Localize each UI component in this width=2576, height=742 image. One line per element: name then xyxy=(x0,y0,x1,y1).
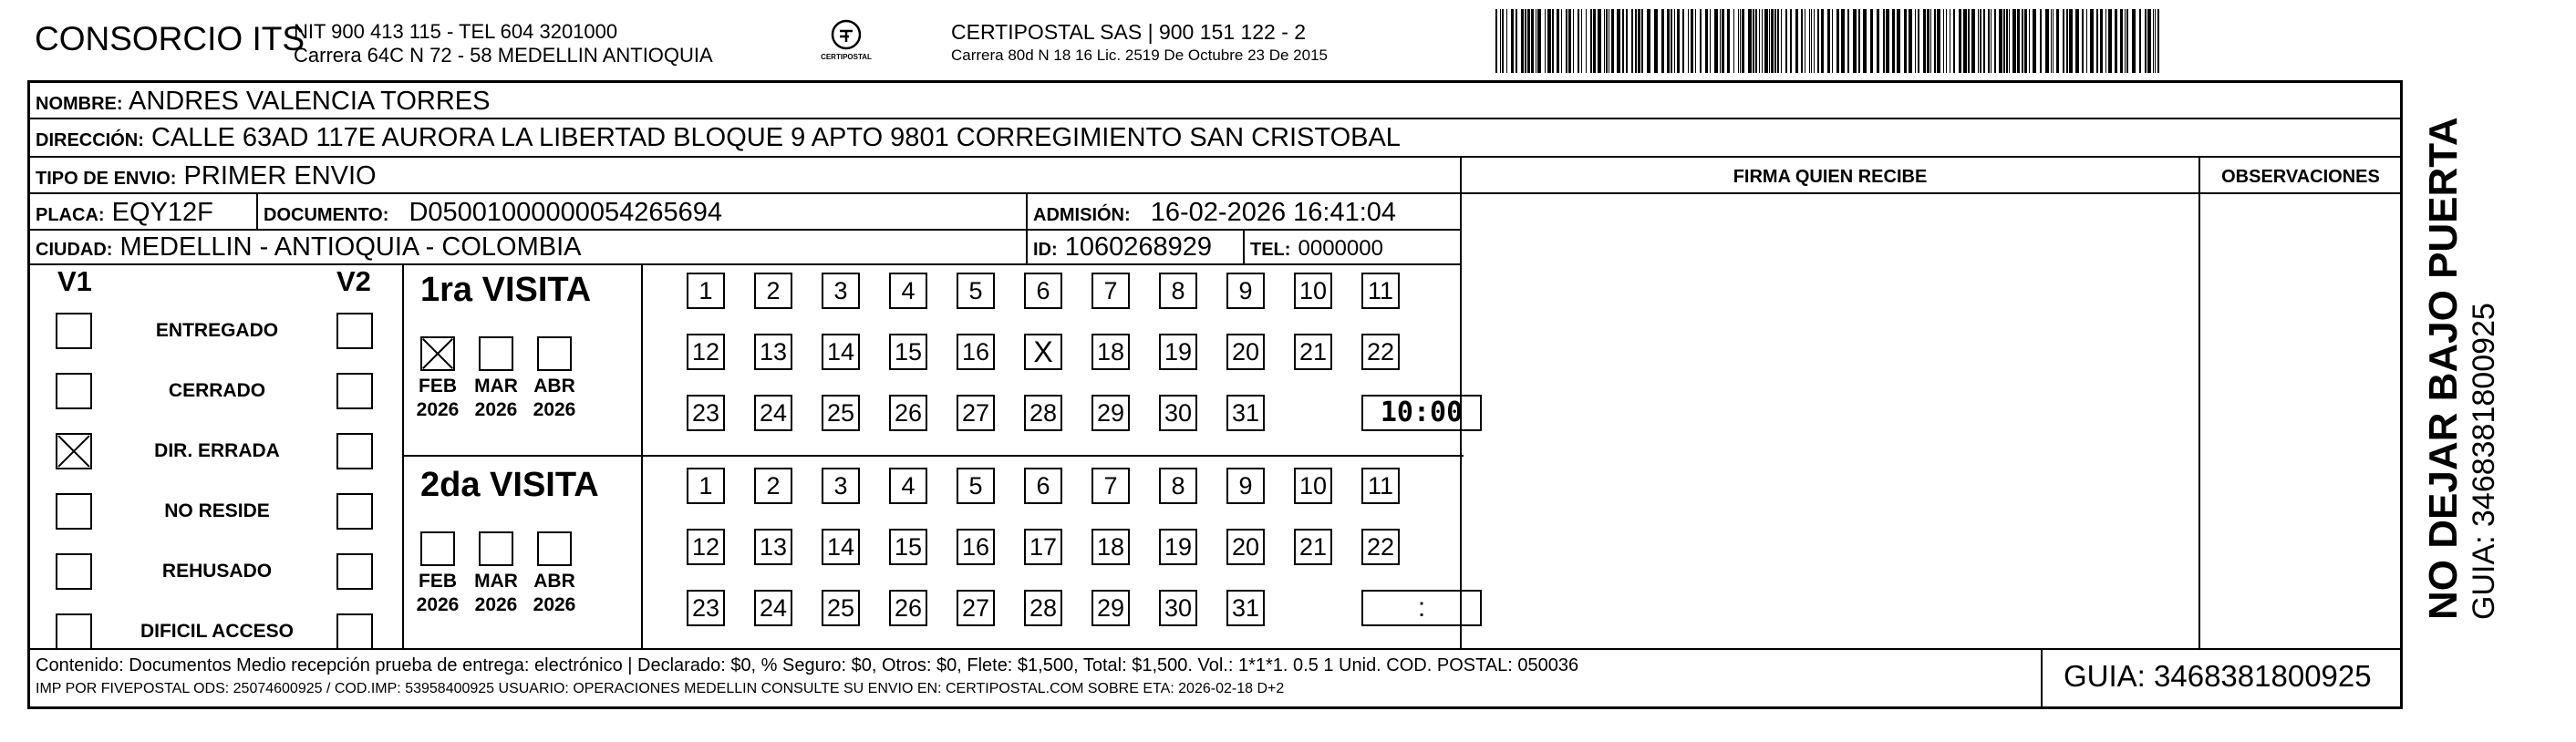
day-box-1[interactable]: 1 xyxy=(687,273,725,309)
status-label: REHUSADO xyxy=(161,561,273,582)
month-year: 2026 xyxy=(474,399,518,420)
day-box-24[interactable]: 24 xyxy=(754,395,792,431)
day-box-31[interactable]: 31 xyxy=(1226,395,1265,431)
month-checkbox[interactable] xyxy=(479,531,513,566)
direccion-label: DIRECCIÓN: xyxy=(36,130,144,150)
v2-checkbox[interactable] xyxy=(336,613,373,650)
day-box-2[interactable]: 2 xyxy=(754,273,792,309)
carrier-info xyxy=(951,20,1328,67)
tipo-envio-field xyxy=(36,161,377,191)
nombre-label: NOMBRE: xyxy=(36,94,123,114)
day-box-2[interactable]: 2 xyxy=(754,468,792,504)
placa-label: PLACA: xyxy=(36,205,105,225)
day-box-22[interactable]: 22 xyxy=(1361,334,1400,370)
day-box-13[interactable]: 13 xyxy=(754,529,792,565)
day-box-15[interactable]: 15 xyxy=(889,529,927,565)
day-box-16[interactable]: 16 xyxy=(957,529,995,565)
documento-field xyxy=(264,198,722,228)
documento-label: DOCUMENTO: xyxy=(264,205,389,225)
v1-checkbox[interactable] xyxy=(56,493,92,530)
day-box-25[interactable]: 25 xyxy=(822,395,860,431)
month-year: 2026 xyxy=(416,399,460,420)
company-nit: NIT 900 413 115 - TEL 604 3201000 xyxy=(294,20,618,43)
footer-content: Contenido: Documentos Medio recepción prueba de entrega: electrónico | Declarado: $0, % Seguro: $0, Otros: $0, Flete: $1,500, Total: $1,500. Vol.: 1*1*1. 0.5 1 Unid. COD. POSTAL: 050036 xyxy=(36,655,1579,675)
day-box-26[interactable]: 26 xyxy=(889,395,927,431)
second-visit-title: 2da VISITA xyxy=(420,466,599,504)
v2-checkbox[interactable] xyxy=(336,373,373,409)
month-name: MAR xyxy=(474,571,518,592)
tel-value: 0000000 xyxy=(1298,236,1383,261)
v2-checkbox[interactable] xyxy=(336,553,373,590)
observaciones-header: OBSERVACIONES xyxy=(2221,167,2380,187)
v1-header: V1 xyxy=(57,265,92,297)
direccion-field xyxy=(36,123,1401,153)
side-notice-guia: GUIA: 3468381800925 xyxy=(2467,303,2501,620)
shipping-label-frame xyxy=(27,80,2403,709)
admision-value: 16-02-2026 16:41:04 xyxy=(1150,198,1397,227)
day-box-18[interactable]: 18 xyxy=(1091,529,1130,565)
month-label xyxy=(410,570,465,617)
day-box-6[interactable]: 6 xyxy=(1024,273,1062,309)
day-box-20[interactable]: 20 xyxy=(1226,334,1265,370)
nombre-field xyxy=(36,87,490,117)
month-name: ABR xyxy=(533,376,575,397)
brand-name: CONSORCIO ITS xyxy=(35,20,305,57)
day-box-14[interactable]: 14 xyxy=(822,529,860,565)
month-name: FEB xyxy=(419,376,457,397)
footer-guia: GUIA: 3468381800925 xyxy=(2064,659,2372,693)
day-box-18[interactable]: 18 xyxy=(1091,334,1130,370)
day-box-23[interactable]: 23 xyxy=(687,395,725,431)
day-box-30[interactable]: 30 xyxy=(1159,590,1197,626)
day-box-4[interactable]: 4 xyxy=(889,468,927,504)
day-box-5[interactable]: 5 xyxy=(957,468,995,504)
day-box-7[interactable]: 7 xyxy=(1091,468,1130,504)
v1-checkbox[interactable] xyxy=(56,433,92,469)
status-label: NO RESIDE xyxy=(164,500,270,521)
v1-checkbox[interactable] xyxy=(56,313,92,349)
day-box-19[interactable]: 19 xyxy=(1159,334,1197,370)
day-box-29[interactable]: 29 xyxy=(1091,395,1130,431)
placa-field xyxy=(36,198,213,228)
tel-field xyxy=(1250,232,1383,263)
v2-checkbox[interactable] xyxy=(336,313,373,349)
v1-checkbox[interactable] xyxy=(56,373,92,409)
month-checkbox[interactable] xyxy=(479,336,513,371)
day-box-5[interactable]: 5 xyxy=(957,273,995,309)
month-label xyxy=(527,570,582,617)
day-box-11[interactable]: 11 xyxy=(1361,273,1400,309)
day-box-9[interactable]: 9 xyxy=(1226,468,1265,504)
company-info xyxy=(294,20,713,67)
ciudad-field xyxy=(36,232,582,263)
documento-value: D05001000000054265694 xyxy=(409,198,722,227)
side-notice xyxy=(2421,117,2502,620)
day-box-16[interactable]: 16 xyxy=(957,334,995,370)
footer-print-info: IMP POR FIVEPOSTAL ODS: 25074600925 / COD.IMP: 53958400925 USUARIO: OPERACIONES MEDELLIN CONSULTE SU ENVIO EN: CERTIPOSTAL.COM SOBRE ETA: 2026-02-18 D+2 xyxy=(36,681,1285,696)
day-box-10[interactable]: 10 xyxy=(1294,273,1332,309)
day-box-21[interactable]: 21 xyxy=(1294,334,1332,370)
day-box-31[interactable]: 31 xyxy=(1226,590,1265,626)
v2-header: V2 xyxy=(336,265,371,297)
day-box-3[interactable]: 3 xyxy=(822,273,860,309)
barcode xyxy=(1495,9,2161,73)
month-name: ABR xyxy=(533,571,575,592)
firma-header: FIRMA QUIEN RECIBE xyxy=(1733,167,1928,187)
month-name: FEB xyxy=(419,571,457,592)
day-box-26[interactable]: 26 xyxy=(889,590,927,626)
day-box-17[interactable]: 17 xyxy=(1024,529,1062,565)
day-box-4[interactable]: 4 xyxy=(889,273,927,309)
id-value: 1060268929 xyxy=(1064,232,1213,262)
day-box-8[interactable]: 8 xyxy=(1159,468,1197,504)
month-checkbox[interactable] xyxy=(537,531,572,566)
day-box-12[interactable]: 12 xyxy=(687,529,725,565)
ciudad-label: CIUDAD: xyxy=(36,240,113,260)
day-box-6[interactable]: 6 xyxy=(1024,468,1062,504)
day-box-8[interactable]: 8 xyxy=(1159,273,1197,309)
admision-label: ADMISIÓN: xyxy=(1033,205,1131,225)
status-label: DIFICIL ACCESO xyxy=(140,621,294,642)
day-box-19[interactable]: 19 xyxy=(1159,529,1197,565)
carrier-address: Carrera 80d N 18 16 Lic. 2519 De Octubre 23 De 2015 xyxy=(951,46,1328,64)
day-box-7[interactable]: 7 xyxy=(1091,273,1130,309)
month-label xyxy=(410,375,465,422)
day-box-28[interactable]: 28 xyxy=(1024,590,1062,626)
day-box-20[interactable]: 20 xyxy=(1226,529,1265,565)
day-box-9[interactable]: 9 xyxy=(1226,273,1265,309)
day-box-29[interactable]: 29 xyxy=(1091,590,1130,626)
v1-checkbox[interactable] xyxy=(56,553,92,590)
day-box-30[interactable]: 30 xyxy=(1159,395,1197,431)
visit-time-box[interactable]: : xyxy=(1361,590,1482,626)
day-box-25[interactable]: 25 xyxy=(822,590,860,626)
nombre-value: ANDRES VALENCIA TORRES xyxy=(129,87,491,116)
status-label: DIR. ERRADA xyxy=(154,440,280,461)
direccion-value: CALLE 63AD 117E AURORA LA LIBERTAD BLOQUE 9 APTO 9801 CORREGIMIENTO SAN CRISTOBAL xyxy=(150,123,1401,152)
month-checkbox[interactable] xyxy=(420,531,455,566)
month-year: 2026 xyxy=(416,594,460,615)
day-box-14[interactable]: 14 xyxy=(822,334,860,370)
day-box-11[interactable]: 11 xyxy=(1361,468,1400,504)
day-box-22[interactable]: 22 xyxy=(1361,529,1400,565)
first-visit-title: 1ra VISITA xyxy=(420,271,592,309)
v1-checkbox[interactable] xyxy=(56,613,92,650)
day-box-10[interactable]: 10 xyxy=(1294,468,1332,504)
id-field xyxy=(1033,232,1212,263)
logo-text: CERTIPOSTAL xyxy=(821,53,872,61)
month-year: 2026 xyxy=(533,399,576,420)
side-notice-main: NO DEJAR BAJO PUERTA xyxy=(2421,117,2466,620)
day-box-3[interactable]: 3 xyxy=(822,468,860,504)
admision-field xyxy=(1033,198,1396,228)
carrier-name: CERTIPOSTAL SAS | 900 151 122 - 2 xyxy=(951,20,1307,44)
day-box-21[interactable]: 21 xyxy=(1294,529,1332,565)
month-label xyxy=(469,570,523,617)
day-box-28[interactable]: 28 xyxy=(1024,395,1062,431)
month-name: MAR xyxy=(474,376,518,397)
tel-label: TEL: xyxy=(1250,240,1291,260)
company-address: Carrera 64C N 72 - 58 MEDELLIN ANTIOQUIA xyxy=(294,44,713,67)
day-box-13[interactable]: 13 xyxy=(754,334,792,370)
month-label xyxy=(469,375,523,422)
day-box-23[interactable]: 23 xyxy=(687,590,725,626)
month-label xyxy=(527,375,582,422)
day-box-27[interactable]: 27 xyxy=(957,395,995,431)
tipo-value: PRIMER ENVIO xyxy=(183,161,377,191)
day-box-1[interactable]: 1 xyxy=(687,468,725,504)
v2-checkbox[interactable] xyxy=(336,433,373,469)
visit-time-box[interactable]: 10:00 xyxy=(1361,395,1482,431)
month-year: 2026 xyxy=(474,594,518,615)
month-year: 2026 xyxy=(533,594,576,615)
day-box-17[interactable] xyxy=(1024,334,1062,370)
id-label: ID: xyxy=(1033,240,1058,260)
status-label: ENTREGADO xyxy=(155,320,279,341)
placa-value: EQY12F xyxy=(111,198,213,227)
month-checkbox[interactable] xyxy=(420,336,455,371)
day-box-15[interactable]: 15 xyxy=(889,334,927,370)
v2-checkbox[interactable] xyxy=(336,493,373,530)
day-box-12[interactable]: 12 xyxy=(687,334,725,370)
ciudad-value: MEDELLIN - ANTIOQUIA - COLOMBIA xyxy=(119,232,582,262)
status-label: CERRADO xyxy=(168,380,266,401)
day-box-24[interactable]: 24 xyxy=(754,590,792,626)
month-checkbox[interactable] xyxy=(537,336,572,371)
tipo-label: TIPO DE ENVIO: xyxy=(36,169,177,189)
day-box-27[interactable]: 27 xyxy=(957,590,995,626)
carrier-logo xyxy=(810,16,883,67)
